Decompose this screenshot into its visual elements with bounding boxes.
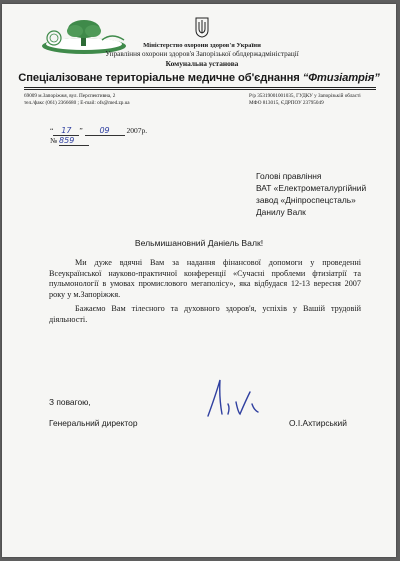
coat-of-arms-icon (194, 16, 210, 38)
header-divider-thick (24, 87, 376, 88)
letter-body (49, 258, 361, 329)
addressee-line-3: завод «Дніпроспецсталь» (256, 195, 356, 205)
bank-line-1: Р/р 35319001001035, ГУДКУ у Запорізькій області (249, 93, 361, 99)
bank-line-2: МФО 813015, ЄДРПОУ 23795049 (249, 100, 324, 106)
address-line-2: тел./факс (061) 2366680 ; E-mail: ofs@med.zp.ua (24, 100, 130, 106)
signatory-name: О.І.Ахтирський (289, 418, 347, 428)
body-paragraph-1: Ми дуже вдячні Вам за надання фінансової допомоги у проведенні Всеукраїнської науково-практичної конференції «Сучасні проблеми фтизіатрії та пульмонології в умовах промислового мегаполісу», яка відбудася 12-13 вересня 2007 року у м.Запоріжжя. (49, 258, 361, 299)
department-line: Управління охорони здоров'я Запорізької облдержадміністрації (105, 50, 299, 58)
header-divider-thin (24, 89, 376, 90)
number-prefix: № (50, 136, 58, 145)
body-paragraph-2: Бажаємо Вам тілесного та духовного здоров'я, успіхів у Вашій трудовій діяльності. (49, 304, 361, 324)
date-year: 2007р. (126, 126, 148, 135)
reference-number-line (50, 136, 89, 146)
handwritten-signature (198, 374, 278, 420)
salutation: Вельмишановний Даніель Валк! (134, 238, 264, 248)
organization-title (2, 72, 396, 84)
ministry-line: Міністерство охорони здоров'я України (143, 42, 261, 49)
addressee-block (256, 170, 366, 218)
addressee-line-4: Данилу Валк (256, 207, 306, 217)
letter-page (2, 4, 396, 557)
closing-phrase: З повагою, (49, 397, 91, 407)
date-day: 17 (61, 126, 72, 135)
date-line: “ 17 ” 09 2007р. (50, 126, 148, 135)
reference-number: 859 (59, 136, 75, 145)
address-line-1: 69009 м.Запоріжжя, вул. Перспективна, 2 (24, 93, 116, 99)
org-name-quoted: “Фтизіатрія” (302, 72, 380, 84)
signatory-title: Генеральний директор (49, 418, 138, 428)
addressee-line-2: ВАТ «Електрометалургійний (256, 183, 367, 193)
org-name-prefix: Спеціалізоване територіальне медичне об'єднання (18, 72, 300, 84)
institution-type: Комунальна установа (165, 59, 239, 68)
addressee-line-1: Голові правління (256, 171, 322, 181)
date-month: 09 (99, 126, 110, 135)
